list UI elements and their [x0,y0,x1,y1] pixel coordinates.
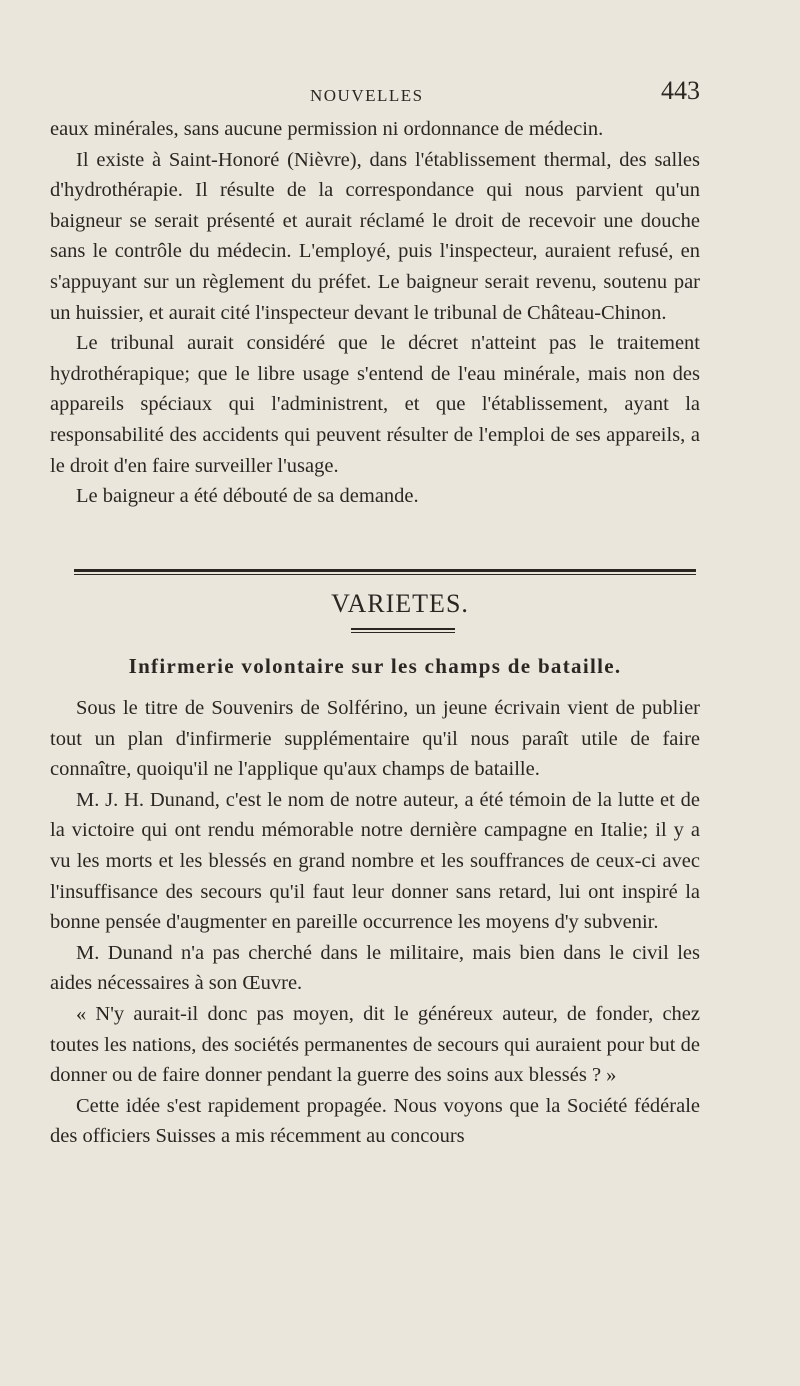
paragraph: M. J. H. Dunand, c'est le nom de notre auteur, a été témoin de la lutte et de la victoire qui ont rendu mémorable notre dernière campagne en Italie; il y a vu les morts et les blessés en grand nombre et les souffrances de ceux-ci avec l'insuffisance des secours qu'il faut leur donner sans retard, lui ont inspiré la bonne pensée d'augmenter en pareille occurrence les moyens d'y subvenir. [50,788,700,934]
page-number: 443 [661,76,700,105]
paragraph: Il existe à Saint-Honoré (Nièvre), dans l'établissement thermal, des salles d'hydrothérapie. Il résulte de la correspondance qui nous parvient qu'un baigneur se serait présenté et aurait réclamé le droit de recevoir une douche sans le contrôle du médecin. L'employé, puis l'inspecteur, auraient refusé, en s'appuyant sur un règlement du préfet. Le baigneur serait revenu, soutenu par un huissier, et aurait cité l'inspecteur devant le tribunal de Château-Chinon. [50,148,700,324]
page-header [50,76,700,110]
section-divider [74,569,696,575]
running-title: NOUVELLES [310,86,424,105]
paragraph: eaux minérales, sans aucune permission ni ordonnance de médecin. [50,118,604,140]
paragraph: « N'y aurait-il donc pas moyen, dit le généreux auteur, de fonder, chez toutes les nations, des sociétés permanentes de secours qui auraient pour but de donner ou de faire donner pendant la guerre des soins aux blessés ? » [50,1002,700,1087]
news-text-block [50,114,700,512]
section-title: VARIETES. [331,589,469,618]
article-text-block [50,693,700,1152]
paragraph: Le baigneur a été débouté de sa demande. [76,485,419,508]
paragraph: Sous le titre de Souvenirs de Solférino, un jeune écrivain vient de publier tout un plan d'infirmerie supplémentaire qu'il nous paraît utile de faire connaître, quoiqu'il ne l'applique qu'aux champs de bataille. [50,697,700,781]
article-title: Infirmerie volontaire sur les champs de bataille. [128,654,622,678]
title-underline [351,628,455,633]
paragraph: Cette idée s'est rapidement propagée. Nous voyons que la Société fédérale des officiers Suisses a mis récemment au concours [50,1094,700,1148]
paragraph: M. Dunand n'a pas cherché dans le militaire, mais bien dans le civil les aides nécessaires à son Œuvre. [50,941,700,995]
paragraph: Le tribunal aurait considéré que le décret n'atteint pas le traitement hydrothérapique; que le libre usage s'entend de l'eau minérale, mais non des appareils spéciaux qui l'administrent, et que l'établissement, ayant la responsabilité des accidents qui peuvent résulter de l'emploi de ses appareils, a le droit d'en faire surveiller l'usage. [50,332,700,477]
